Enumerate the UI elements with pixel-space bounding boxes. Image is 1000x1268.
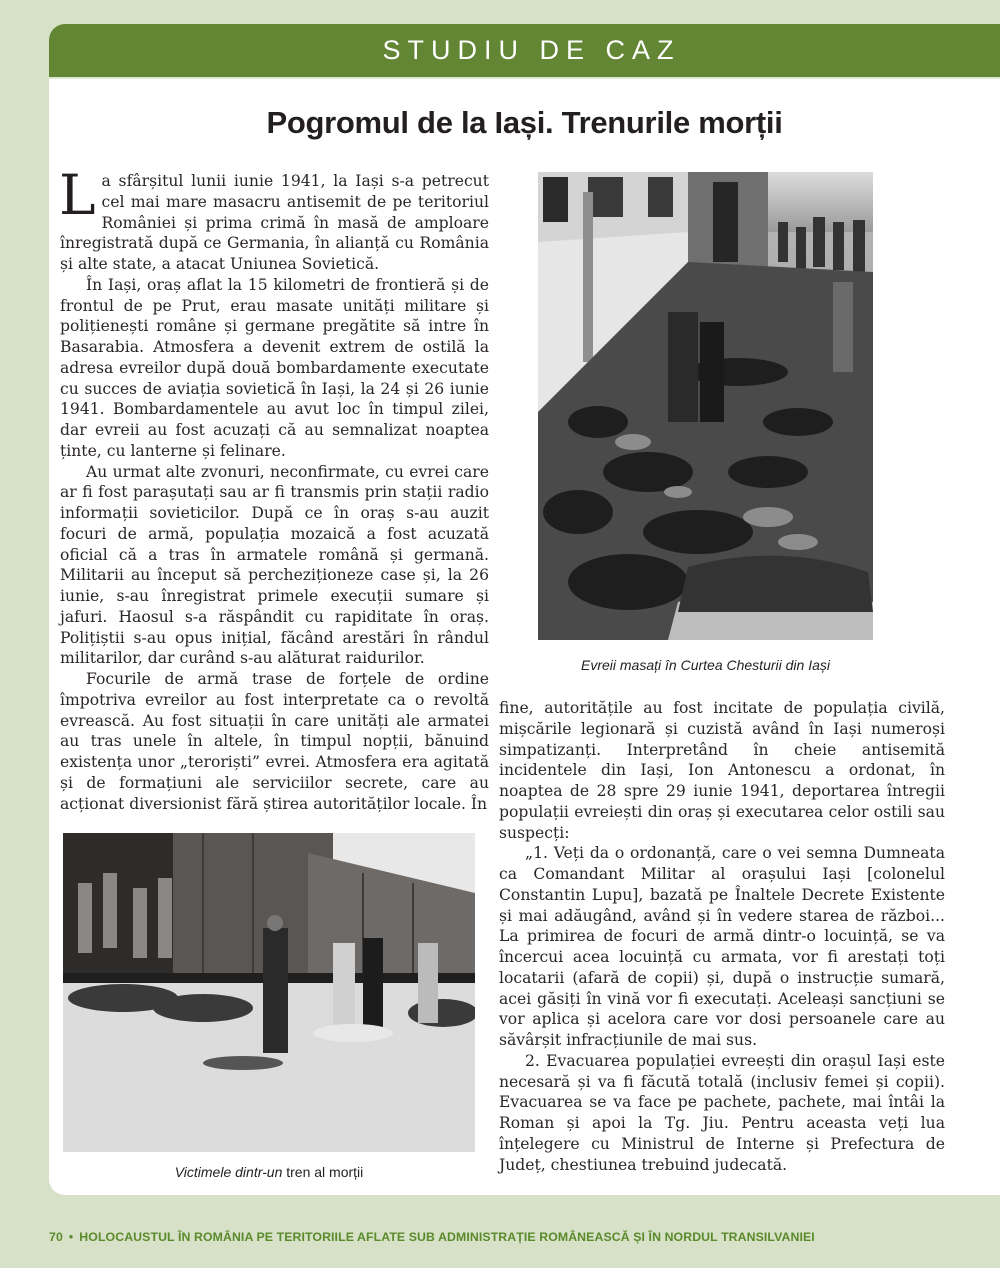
- paragraph: fine, autoritățile au fost incitate de populația civilă, mișcările legionară și cuzistă având în Iași numeroși simpatizanți. Interpretând în cheie antisemită incidentele din Iași, Ion Antonescu a ordonat, în noaptea de 28 spre 29 iunie 1941, deportarea întregii populații evreiești din oraș și executarea celor ostili sau suspecți:: [499, 699, 945, 842]
- paragraph: Au urmat alte zvonuri, neconfirmate, cu evrei care ar fi fost parașutați sau ar fi transmis prin stații radio informații sovieticilor. După ce în oraș s-au auzit focuri de armă, populația mozaică a fost acuzată oficial că a tras în armatele română și germană. Militarii au început să percheziționeze case și, la 26 iunie, s-au înregistrat primele execuții sumare și jafuri. Haosul s-a răspândit cu rapiditate în oraș. Polițiștii s-au opus inițial, făcând arestări în rândul militarilor, dar curând s-au alăturat raidurilor.: [60, 462, 489, 668]
- paragraph: La sfârșitul lunii iunie 1941, la Iași s-a petrecut cel mai mare masacru antisemit de pe teritoriul României și prima crimă în masă de amploare înregistrată după ce Germania, în alianță cu România și alte state, a atacat Uniunea Sovietică.: [59, 163, 489, 273]
- drop-cap: L: [59, 163, 96, 227]
- section-label: STUDIU DE CAZ: [382, 35, 681, 65]
- photo-caption: Evreii masați în Curtea Chesturii din Iași: [581, 657, 830, 673]
- running-title: HOLOCAUSTUL ÎN ROMÂNIA PE TERITORIILE AFLATE SUB ADMINISTRAȚIE ROMÂNEASCĂ ȘI ÎN NORDUL TRANSILVANIEI: [79, 1230, 815, 1244]
- page-card: [49, 24, 1000, 1195]
- right-text-column: [499, 698, 945, 1175]
- page-title: Pogromul de la Iași. Trenurile morții: [266, 105, 783, 140]
- photo-chestura-courtyard: [538, 172, 873, 640]
- photo-death-train: [63, 833, 475, 1152]
- page-number: 70: [49, 1230, 63, 1244]
- paragraph: În Iași, oraș aflat la 15 kilometri de frontieră și de frontul de pe Prut, erau masate unități militare și polițienești române și germane pregătite să intre în Basarabia. Atmosfera a devenit extrem de ostilă la adresa evreilor după două bombardamente executate cu succes de aviația sovietică în Iași, la 24 și 26 iunie 1941. Bombardamentele au avut loc în timpul zilei, dar evreii au fost acuzați că au semnalizat noaptea ținte, cu lanterne și felinare.: [60, 275, 489, 460]
- footer-separator: •: [68, 1230, 74, 1244]
- paragraph: Focurile de armă trase de forțele de ordine împotriva evreilor au fost interpretate ca o revoltă evrească. Au fost situații în care unități ale armatei au tras unele în altele, în timpul nopții, bănuind existența unor „teroriști” evrei. Atmosfera era agitată și de formațiuni ale serviciilor secrete, care au acționat diversionist fără știrea autorităților locale. În: [60, 670, 489, 813]
- photo-caption: Victimele dintr-un tren al morții: [174, 1164, 364, 1180]
- photo-image: [538, 172, 873, 640]
- left-text-column: [59, 163, 489, 814]
- photo-image: [63, 833, 475, 1152]
- quote-paragraph: 2. Evacuarea populației evreești din orașul Iași este necesară și va fi făcută totală (inclusiv femei și copii). Evacuarea se va face pe pachete, pachete, mai întâi la Roman și apoi la Tg. Jiu. Pentru aceasta veți lua înțelegere cu Ministrul de Interne și Prefectura de Județ, chestiunea trebuind judecată.: [499, 1051, 945, 1174]
- page-footer: [49, 1230, 815, 1244]
- quote-paragraph: „1. Veți da o ordonanță, care o vei semna Dumneata ca Comandant Militar al orașului Iași [colonelul Constantin Lupu], bazată pe Înaltele Decrete Existente și mai adăugând, având și în vedere starea de război... La primirea de focuri de armă dintr-o locuință, se va încercui acea locuință cu armata, vor fi arestați toți locatarii (afară de copii) și, după o instrucție sumară, acei găsiți în vină vor fi executați. Aceleași sancțiuni se vor aplica și acelora care vor dosi persoanele care au săvârșit infracțiunile de mai sus.: [499, 844, 945, 1049]
- section-banner: [49, 24, 1000, 79]
